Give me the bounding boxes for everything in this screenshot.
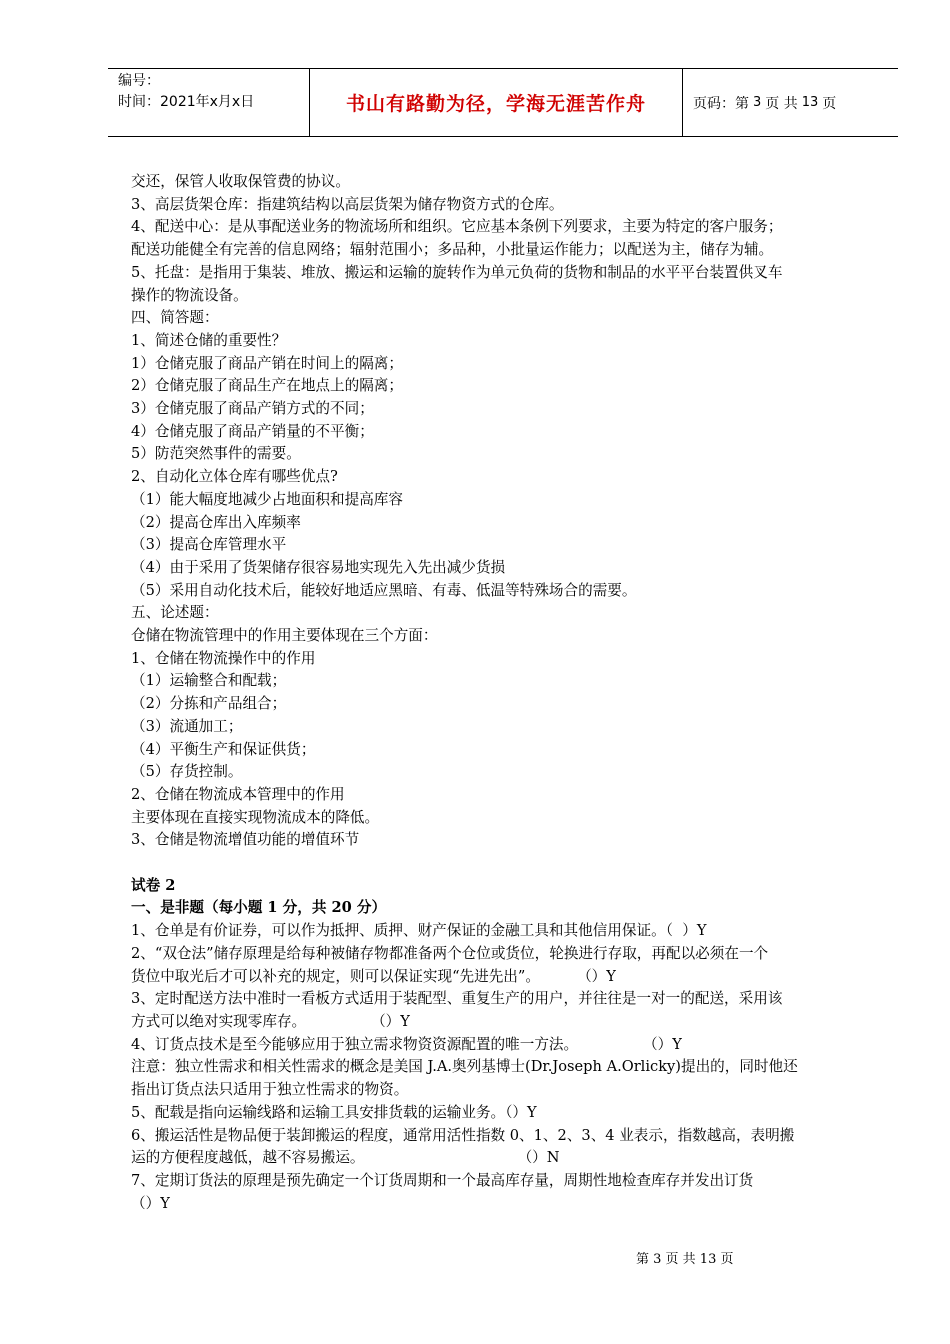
text-line: 6、搬运活性是物品便于装卸搬运的程度，通常用活性指数 0、1、2、3、4 业表示，指数越高，表明搬 [131,1126,795,1144]
header-meta [108,69,310,136]
text-line: （2）提高仓库出入库频率 [131,513,301,531]
blank-line [131,852,879,875]
text-line: （3）提高仓库管理水平 [131,536,287,554]
section-heading: 五、论述题： [131,604,219,622]
text-line: 7、定期订货法的原理是预先确定一个订货周期和一个最高库存量，周期性地检查库存并发出订货 [131,1171,754,1189]
serial-label: 编号： [118,73,160,89]
text-line: 交还，保管人收取保管费的协议。 [131,173,350,190]
text-line: 仓储在物流管理中的作用主要体现在三个方面： [131,627,438,645]
text-line: （）Y [131,1194,170,1212]
text-line: （5）存货控制。 [131,763,243,781]
text-line: 4）仓储克服了商品产销量的不平衡； [131,422,374,440]
page-mid: 页 共 [765,95,798,112]
text-line: 2、“双仓法”储存原理是给每种被储存物都准备两个仓位或货位，轮换进行存取，再配以必须在一个 [131,944,769,962]
page-suffix: 页 [822,95,837,112]
time-label: 时间：2021年x月x日 [118,94,255,110]
header-page-info [683,69,898,136]
text-line: 5、托盘：是指用于集装、堆放、搬运和运输的旋转作为单元负荷的货物和制品的水平平台装置供叉车 [131,263,783,281]
text-line: 3、定时配送方法中准时一看板方式适用于装配型、重复生产的用户，并往往是一对一的配送，采用该 [131,990,783,1008]
document-body [131,171,879,1215]
page-current: 3 [753,95,762,110]
text-line: 运的方便程度越低，越不容易搬运。 （）N [131,1149,560,1167]
text-line: 主要体现在直接实现物流成本的降低。 [131,808,380,826]
text-line: （1）能大幅度地减少占地面积和提高库容 [131,490,403,508]
footer-page-number: 第 3 页 共 13 页 [636,1252,734,1267]
text-line: 5）防范突然事件的需要。 [131,445,301,463]
text-line: 3、高层货架仓库：指建筑结构以高层货架为储存物资方式的仓库。 [131,195,564,213]
text-line: （3）流通加工； [131,717,243,735]
page-prefix: 页码：第 [693,95,749,112]
text-line: 5、配载是指向运输线路和运输工具安排货载的运输业务。（）Y [131,1103,537,1121]
text-line: 操作的物流设备。 [131,286,248,304]
header-motto: 书山有路勤为径，学海无涯苦作舟 [310,69,683,136]
section-heading: 一、是非题（每小题 1 分，共 20 分） [131,899,387,917]
text-line: 4、配送中心：是从事配送业务的物流场所和组织。它应基本条例下列要求，主要为特定的客户服务； [131,218,783,236]
text-line: 1）仓储克服了商品产销在时间上的隔离； [131,354,403,372]
text-line: 配送功能健全有完善的信息网络；辐射范围小；多品种，小批量运作能力；以配送为主，储存为辅。 [131,241,774,259]
text-line: （1）运输整合和配载； [131,672,287,690]
text-line: 2、仓储在物流成本管理中的作用 [131,785,345,803]
text-line: （4）平衡生产和保证供货； [131,740,316,758]
text-line: 4、订货点技术是至今能够应用于独立需求物资资源配置的唯一方法。 （）Y [131,1035,682,1053]
text-line: 1、仓单是有价证券，可以作为抵押、质押、财产保证的金融工具和其他信用保证。（ ）Y [131,922,707,940]
question-line: 2、自动化立体仓库有哪些优点? [131,468,338,486]
text-line: 货位中取光后才可以补充的规定，则可以保证实现“先进先出”。 （）Y [131,967,616,985]
text-line: 方式可以绝对实现零库存。 （）Y [131,1013,410,1030]
text-line: 注意：独立性需求和相关性需求的概念是美国 J.A.奥列基博士(Dr.Joseph A.Orlicky)提出的，同时他还 [131,1058,798,1076]
text-line: （2）分拣和产品组合； [131,695,287,713]
question-line: 1、简述仓储的重要性？ [131,331,287,349]
text-line: （5）采用自动化技术后，能较好地适应黑暗、有毒、低温等特殊场合的需要。 [131,581,637,599]
text-line: 指出订货点法只适用于独立性需求的物资。 [131,1081,409,1099]
exam-title: 试卷 2 [131,876,176,894]
page-header [108,68,898,137]
text-line: （4）由于采用了货架储存很容易地实现先入先出减少货损 [131,558,506,576]
text-line: 3）仓储克服了商品产销方式的不同； [131,400,374,418]
page-total: 13 [801,95,819,110]
section-heading: 四、简答题： [131,309,219,327]
text-line: 2）仓储克服了商品生产在地点上的隔离； [131,377,403,395]
text-line: 1、仓储在物流操作中的作用 [131,649,316,667]
text-line: 3、仓储是物流增值功能的增值环节 [131,831,360,849]
